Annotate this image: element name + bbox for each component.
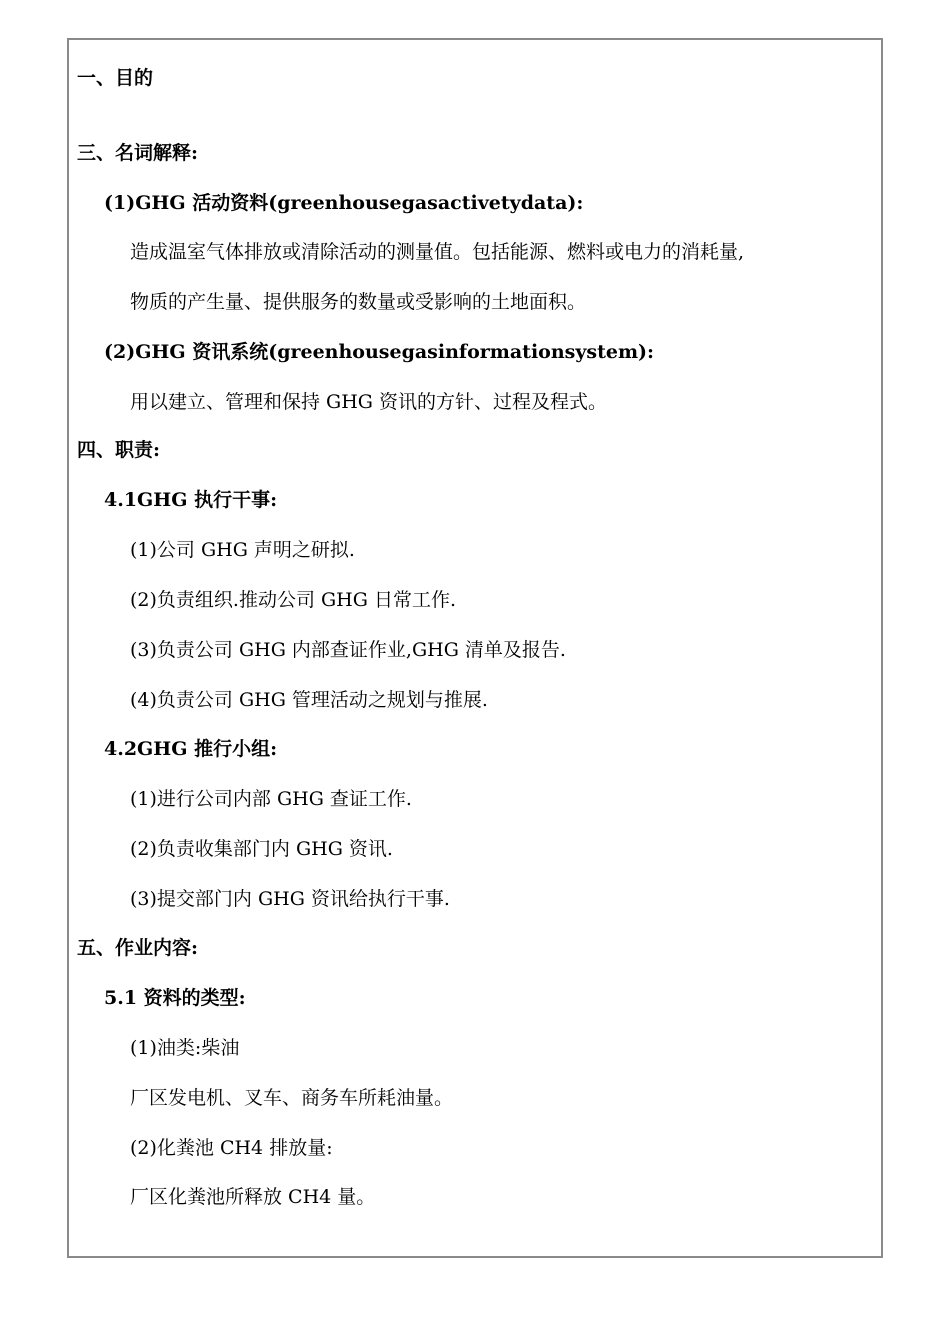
paragraph-text: 厂区发电机、叉车、商务车所耗油量。 [130,1087,454,1109]
definition-title-information-system: (2)GHG 资讯系统(greenhousegasinformationsystem): [104,341,655,363]
list-item: (3)提交部门内 GHG 资讯给执行干事. [130,888,450,910]
list-item: (1)进行公司内部 GHG 查证工作. [130,788,412,810]
list-item: (1)公司 GHG 声明之研拟. [130,539,355,561]
subsection-title-executive: 4.1GHG 执行干事: [104,489,278,511]
section-heading-definitions: 三、名词解释: [77,142,199,164]
list-item: (4)负责公司 GHG 管理活动之规划与推展. [130,689,488,711]
list-item: (2)负责收集部门内 GHG 资讯. [130,838,393,860]
section-heading-operations: 五、作业内容: [77,937,199,959]
subsection-title-team: 4.2GHG 推行小组: [104,738,278,760]
definition-text: 造成温室气体排放或清除活动的测量值。包括能源、燃料或电力的消耗量, [130,241,745,263]
section-heading-purpose: 一、目的 [77,67,154,89]
list-item: (3)负责公司 GHG 内部查证作业,GHG 清单及报告. [130,639,566,661]
definition-title-activity-data: (1)GHG 活动资料(greenhousegasactivetydata): [104,192,584,214]
paragraph-text: 厂区化粪池所释放 CH4 量。 [130,1186,376,1208]
list-item: (1)油类:柴油 [130,1037,240,1059]
list-item: (2)化粪池 CH4 排放量: [130,1137,333,1159]
section-heading-responsibilities: 四、职责: [77,439,161,461]
subsection-title-data-types: 5.1 资料的类型: [104,987,246,1009]
definition-text: 用以建立、管理和保持 GHG 资讯的方针、过程及程式。 [130,391,608,413]
definition-text: 物质的产生量、提供服务的数量或受影响的土地面积。 [130,291,587,313]
list-item: (2)负责组织.推动公司 GHG 日常工作. [130,589,456,611]
